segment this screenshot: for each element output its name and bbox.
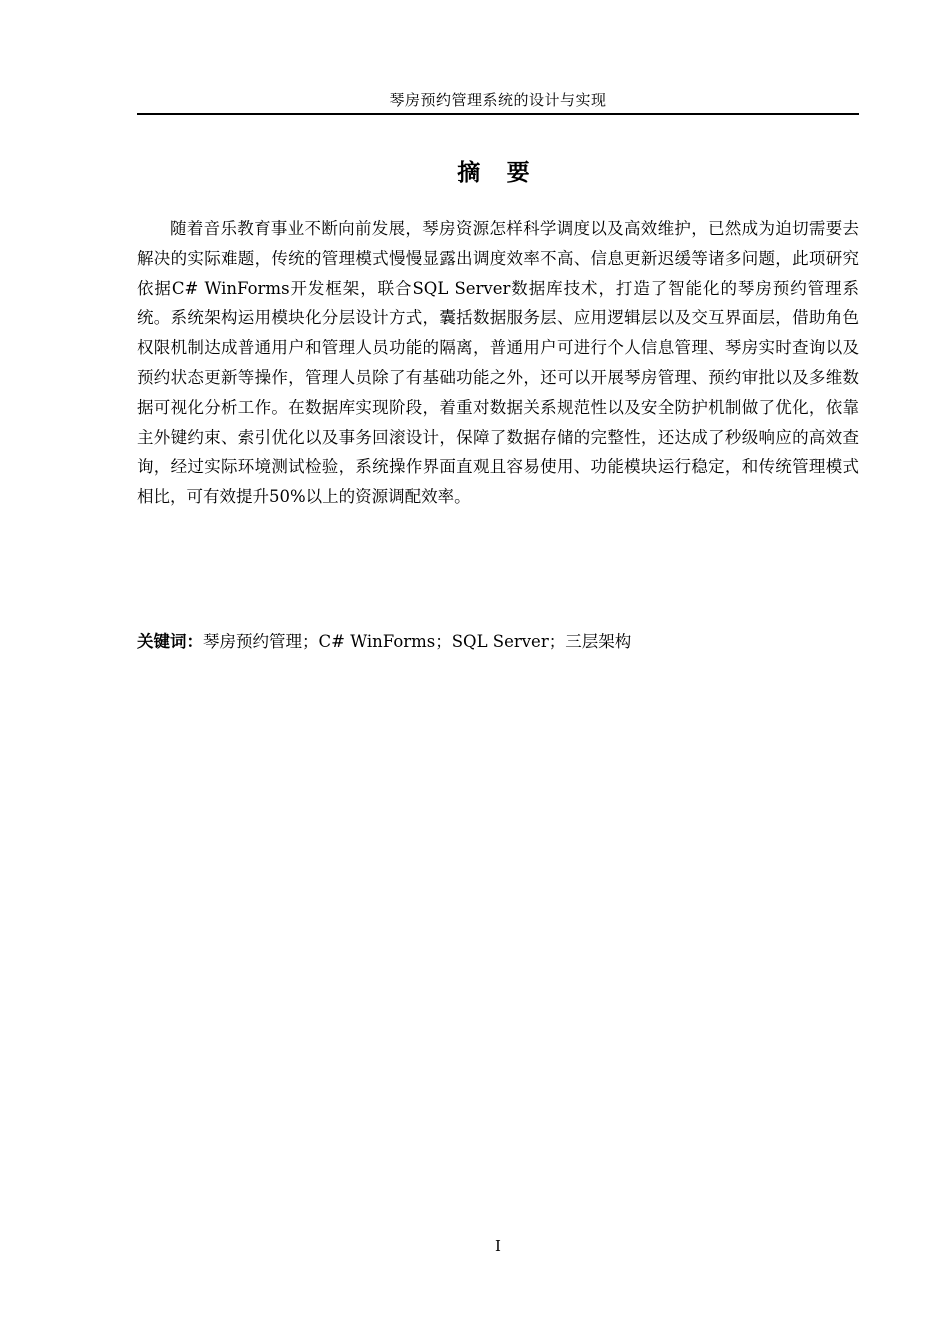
- keywords-value: 琴房预约管理；C# WinForms；SQL Server；三层架构: [203, 632, 632, 651]
- keywords-line: [137, 627, 859, 657]
- header-divider: [137, 113, 859, 115]
- abstract-body: 随着音乐教育事业不断向前发展，琴房资源怎样科学调度以及高效维护，已然成为迫切需要去解决的实际难题，传统的管理模式慢慢显露出调度效率不高、信息更新迟缓等诸多问题，此项研究依据C# WinForms开发框架，联合SQL Server数据库技术，打造了智能化的琴房预约管理系统。系统架构运用模块化分层设计方式，囊括数据服务层、应用逻辑层以及交互界面层，借助角色权限机制达成普通用户和管理人员功能的隔离，普通用户可进行个人信息管理、琴房实时查询以及预约状态更新等操作，管理人员除了有基础功能之外，还可以开展琴房管理、预约审批以及多维数据可视化分析工作。在数据库实现阶段，着重对数据关系规范性以及安全防护机制做了优化，依靠主外键约束、索引优化以及事务回滚设计，保障了数据存储的完整性，还达成了秒级响应的高效查询，经过实际环境测试检验，系统操作界面直观且容易使用、功能模块运行稳定，和传统管理模式相比，可有效提升50%以上的资源调配效率。: [137, 219, 859, 507]
- page-number: I: [495, 1237, 501, 1255]
- keywords-label: 关键词：: [137, 632, 203, 651]
- running-header: 琴房预约管理系统的设计与实现: [389, 91, 607, 109]
- abstract-title: 摘 要: [457, 160, 539, 186]
